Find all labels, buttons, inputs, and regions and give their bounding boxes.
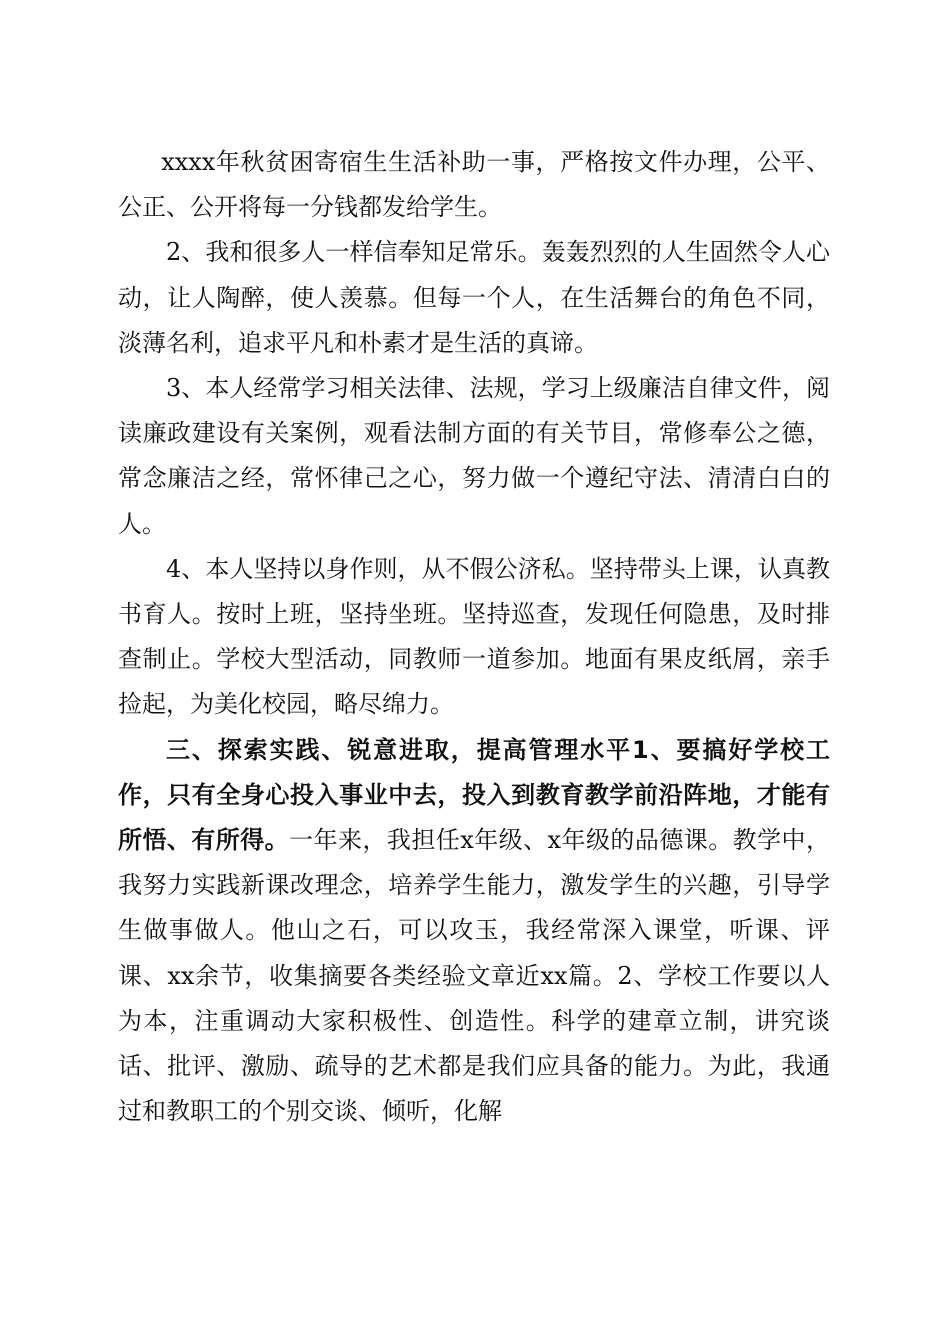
paragraph-item-4: 4、本人坚持以身作则，从不假公济私。坚持带头上课，认真教书育人。按时上班，坚持坐班。坚持巡查，发现任何隐患，及时排查制止。学校大型活动，同教师一道参加。地面有果皮纸屑，亲手捡起，为美化校园，略尽绵力。 (118, 554, 830, 719)
paragraph-item-2: 2、我和很多人一样信奉知足常乐。轰轰烈烈的人生固然令人心动，让人陶醉，使人羡慕。但每一个人，在生活舞台的角色不同，淡薄名利，追求平凡和朴素才是生活的真谛。 (118, 238, 830, 357)
section-3-paragraph (118, 728, 830, 1135)
paragraph-item-3: 3、本人经常学习相关法律、法规，学习上级廉洁自律文件，阅读廉政建设有关案例，观看法制方面的有关节目，常修奉公之德，常念廉洁之经，常怀律己之心，努力做一个遵纪守法、清清白白的人。 (118, 374, 830, 538)
section-3-heading: 三、探索实践、锐意进取，提高管理水平1、要搞好学校工作，只有全身心投入事业中去，投入到教育教学前沿阵地，才能有所悟、有所得。 (118, 735, 830, 855)
document-body (118, 140, 830, 1134)
section-3-body: 一年来，我担任x年级、x年级的品德课。教学中，我努力实践新课改理念，培养学生能力，激发学生的兴趣，引导学生做事做人。他山之石，可以攻玉，我经常深入课堂，听课、评课、xx余节，收集摘要各类经验文章近xx篇。2、学校工作要以人为本，注重调动大家积极性、创造性。科学的建章立制，讲究谈话、批评、激励、疏导的艺术都是我们应具备的能力。为此，我通过和教职工的个别交谈、倾听，化解 (118, 826, 830, 1126)
paragraph-continuation: xxxx年秋贫困寄宿生生活补助一事，严格按文件办理，公平、公正、公开将每一分钱都发给学生。 (118, 148, 830, 222)
